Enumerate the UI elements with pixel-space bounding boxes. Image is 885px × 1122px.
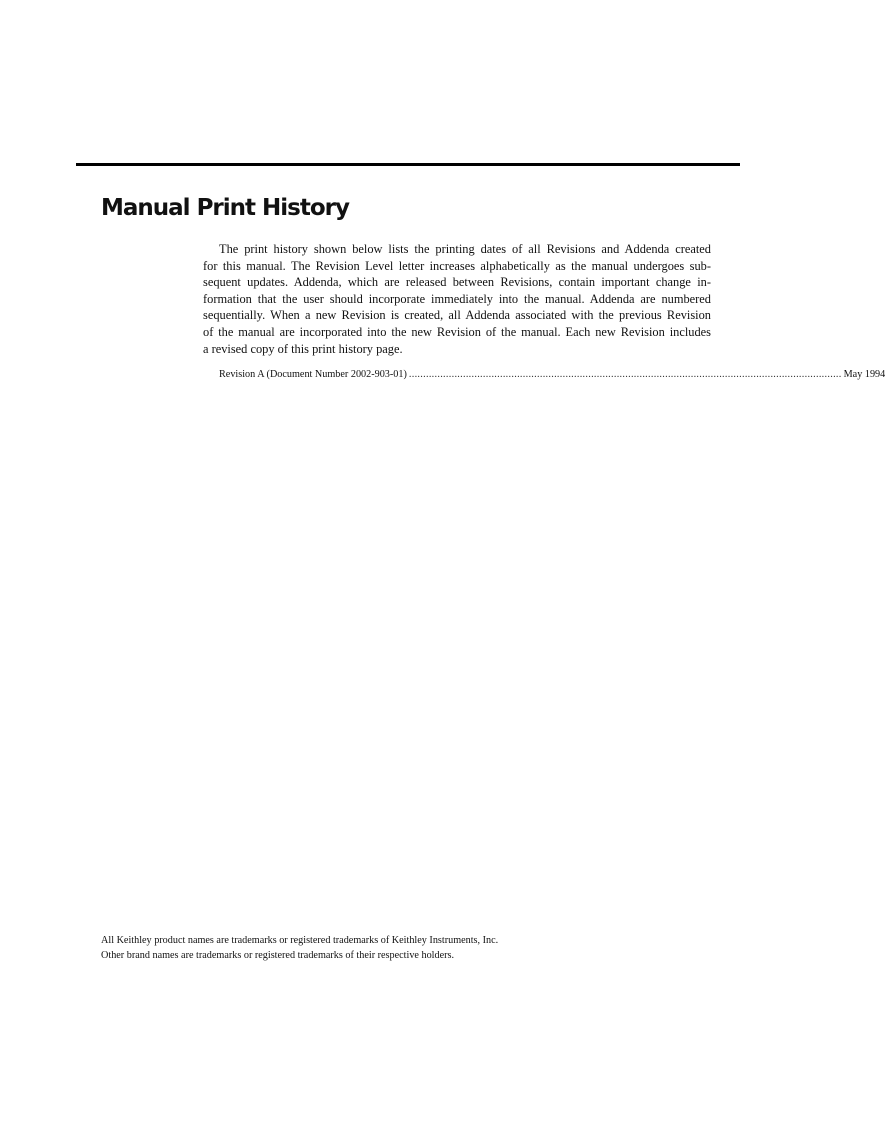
trademark-line: All Keithley product names are trademarks or registered trademarks of Keithley Instruments, Inc. bbox=[101, 935, 499, 946]
intro-paragraph bbox=[203, 241, 711, 357]
intro-line: The print history shown below lists the printing dates of all Revisions and Addenda created bbox=[219, 242, 711, 256]
dot-leader: ........................................................................................................................................................ bbox=[408, 369, 842, 380]
header-rule bbox=[76, 163, 740, 166]
revision-label: Revision A (Document Number 2002-903-01) bbox=[219, 369, 407, 380]
intro-line: sequent updates. Addenda, which are released between Revisions, contain important change in- bbox=[203, 275, 711, 290]
trademark-notice bbox=[101, 934, 498, 963]
intro-line: of the manual are incorporated into the new Revision of the manual. Each new Revision includes bbox=[203, 324, 711, 339]
intro-line: sequentially. When a new Revision is created, all Addenda associated with the previous Revision bbox=[203, 308, 711, 323]
trademark-line: Other brand names are trademarks or registered trademarks of their respective holders. bbox=[101, 949, 455, 961]
revision-entry bbox=[219, 368, 885, 381]
revision-date: May 1994 bbox=[843, 369, 885, 380]
intro-line: a revised copy of this print history page. bbox=[203, 341, 403, 356]
intro-line: formation that the user should incorporate immediately into the manual. Addenda are numbered bbox=[203, 291, 711, 306]
page-title: Manual Print History bbox=[101, 195, 349, 221]
intro-line: for this manual. The Revision Level letter increases alphabetically as the manual undergoes sub- bbox=[203, 258, 711, 273]
